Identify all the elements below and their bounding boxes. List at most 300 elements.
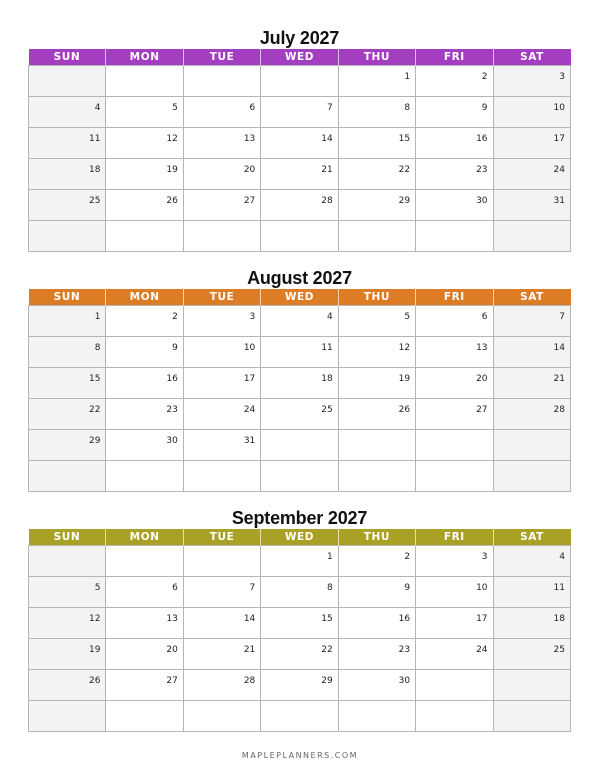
day-cell	[183, 430, 260, 461]
day-cell	[261, 97, 338, 128]
week-row	[29, 577, 571, 608]
day-cell	[338, 97, 415, 128]
day-number	[410, 702, 415, 708]
day-number: 17	[476, 614, 488, 624]
day-number	[565, 431, 570, 437]
day-cell	[106, 577, 183, 608]
day-cell	[338, 159, 415, 190]
day-cell	[261, 639, 338, 670]
day-cell	[416, 461, 493, 492]
day-cell	[261, 221, 338, 252]
day-number: 21	[243, 645, 256, 655]
day-cell	[416, 701, 493, 732]
day-cell	[29, 337, 106, 368]
day-number	[178, 702, 183, 708]
day-number: 2	[481, 72, 488, 82]
day-number: 20	[243, 165, 256, 175]
day-cell	[29, 639, 106, 670]
day-number: 19	[88, 645, 101, 655]
day-number: 21	[321, 165, 333, 175]
day-cell	[493, 399, 570, 430]
week-row	[29, 399, 571, 430]
day-number: 3	[481, 552, 488, 562]
day-number	[333, 462, 338, 468]
day-cell	[106, 221, 183, 252]
day-number: 16	[166, 374, 178, 384]
day-number: 24	[243, 405, 256, 415]
day-cell	[183, 461, 260, 492]
day-cell	[29, 399, 106, 430]
day-number: 3	[249, 312, 256, 322]
day-cell	[183, 608, 260, 639]
day-cell	[261, 546, 338, 577]
week-row	[29, 128, 571, 159]
day-number: 10	[476, 583, 488, 593]
weekday-header: SUN	[53, 291, 81, 303]
weekday-header: THU	[338, 49, 415, 66]
day-cell	[416, 190, 493, 221]
week-row	[29, 639, 571, 670]
day-cell	[106, 399, 183, 430]
day-cell	[106, 128, 183, 159]
month-calendar	[28, 268, 571, 492]
day-number: 23	[398, 645, 411, 655]
day-number: 12	[166, 134, 178, 144]
day-number: 23	[166, 405, 178, 415]
day-number: 16	[398, 614, 411, 624]
day-number	[488, 431, 493, 437]
day-cell	[29, 97, 106, 128]
day-number	[488, 462, 493, 468]
day-number: 15	[398, 134, 411, 144]
day-number	[255, 702, 260, 708]
weekday-header: SAT	[493, 529, 570, 546]
day-number: 1	[404, 72, 411, 82]
day-number: 9	[481, 103, 488, 113]
day-cell	[183, 97, 260, 128]
day-number	[255, 222, 260, 228]
day-cell	[416, 608, 493, 639]
day-cell	[338, 577, 415, 608]
day-cell	[493, 66, 570, 97]
day-number: 4	[326, 312, 333, 322]
day-number: 10	[553, 103, 565, 113]
day-cell	[261, 306, 338, 337]
day-cell	[261, 159, 338, 190]
day-number: 31	[243, 436, 256, 446]
day-number: 11	[88, 134, 101, 144]
day-number: 16	[476, 134, 488, 144]
day-number: 18	[553, 614, 565, 624]
weekday-header: FRI	[416, 529, 493, 546]
day-number: 12	[398, 343, 411, 353]
weekday-header: SUN	[53, 531, 81, 543]
day-cell	[493, 221, 570, 252]
day-number: 21	[553, 374, 565, 384]
day-number: 1	[94, 312, 101, 322]
day-number: 5	[94, 583, 101, 593]
day-cell	[106, 608, 183, 639]
day-number: 5	[404, 312, 411, 322]
day-cell	[416, 337, 493, 368]
day-cell	[29, 608, 106, 639]
day-cell	[261, 461, 338, 492]
day-cell	[106, 461, 183, 492]
day-number: 22	[321, 645, 333, 655]
day-cell	[493, 306, 570, 337]
day-cell	[338, 608, 415, 639]
day-cell	[106, 368, 183, 399]
day-cell	[106, 66, 183, 97]
day-number: 22	[88, 405, 101, 415]
weekday-header: TUE	[183, 289, 260, 306]
day-number	[100, 462, 105, 468]
day-number: 26	[88, 676, 101, 686]
day-number: 9	[404, 583, 411, 593]
month-grid	[28, 529, 571, 732]
day-cell	[416, 368, 493, 399]
day-cell	[416, 128, 493, 159]
day-number: 20	[166, 645, 178, 655]
day-number: 15	[321, 614, 333, 624]
day-cell	[261, 577, 338, 608]
day-cell	[261, 399, 338, 430]
day-number: 8	[326, 583, 333, 593]
day-cell	[29, 670, 106, 701]
day-number: 13	[243, 134, 256, 144]
weekday-header: SAT	[493, 49, 570, 66]
footer-site: MAPLEPLANNERS.COM	[241, 751, 359, 760]
day-cell	[493, 670, 570, 701]
weekday-header: TUE	[183, 529, 260, 546]
day-cell	[183, 159, 260, 190]
day-number: 5	[172, 103, 178, 113]
day-cell	[338, 430, 415, 461]
day-cell	[106, 701, 183, 732]
day-number: 24	[476, 645, 488, 655]
day-number	[410, 462, 415, 468]
day-number: 1	[326, 552, 333, 562]
week-row	[29, 97, 571, 128]
day-cell	[106, 159, 183, 190]
weekday-header: FRI	[416, 49, 493, 66]
day-cell	[106, 546, 183, 577]
day-number: 20	[476, 374, 488, 384]
day-cell	[493, 577, 570, 608]
day-cell	[493, 461, 570, 492]
week-row	[29, 461, 571, 492]
day-number	[333, 702, 338, 708]
day-cell	[106, 639, 183, 670]
day-cell	[29, 190, 106, 221]
day-cell	[106, 190, 183, 221]
weekday-header: SAT	[493, 289, 570, 306]
day-cell	[183, 639, 260, 670]
day-cell	[29, 368, 106, 399]
day-cell	[29, 221, 106, 252]
day-cell	[261, 608, 338, 639]
day-cell	[338, 128, 415, 159]
day-number	[333, 67, 338, 73]
day-number: 30	[398, 676, 411, 686]
day-number: 29	[321, 676, 333, 686]
day-number: 25	[321, 405, 333, 415]
day-number: 28	[553, 405, 565, 415]
day-number: 22	[398, 165, 411, 175]
day-number: 31	[553, 196, 565, 206]
day-number: 10	[243, 343, 256, 353]
day-number	[488, 671, 493, 677]
day-cell	[183, 670, 260, 701]
day-number	[565, 222, 570, 228]
day-cell	[493, 337, 570, 368]
day-cell	[493, 128, 570, 159]
day-cell	[416, 430, 493, 461]
day-number: 27	[166, 676, 178, 686]
week-row	[29, 66, 571, 97]
day-number	[178, 222, 183, 228]
day-cell	[493, 159, 570, 190]
day-cell	[416, 159, 493, 190]
day-number	[255, 547, 260, 553]
day-cell	[416, 399, 493, 430]
month-title: July 2027	[259, 28, 340, 48]
day-cell	[183, 701, 260, 732]
week-row	[29, 608, 571, 639]
day-number	[410, 222, 415, 228]
day-cell	[261, 670, 338, 701]
day-cell	[261, 701, 338, 732]
day-cell	[183, 306, 260, 337]
day-number	[100, 547, 105, 553]
day-number: 2	[404, 552, 411, 562]
weekday-header: WED	[261, 529, 338, 546]
day-number: 13	[166, 614, 178, 624]
day-cell	[261, 368, 338, 399]
day-number: 11	[321, 343, 333, 353]
day-cell	[338, 337, 415, 368]
day-cell	[261, 430, 338, 461]
day-number	[488, 222, 493, 228]
day-cell	[183, 66, 260, 97]
day-number: 14	[553, 343, 565, 353]
day-cell	[183, 190, 260, 221]
day-number: 26	[398, 405, 411, 415]
week-row	[29, 670, 571, 701]
day-number: 24	[553, 165, 565, 175]
day-number: 30	[476, 196, 488, 206]
day-cell	[183, 368, 260, 399]
week-row	[29, 159, 571, 190]
day-cell	[183, 399, 260, 430]
month-title: August 2027	[247, 268, 352, 288]
day-cell	[416, 66, 493, 97]
day-cell	[29, 430, 106, 461]
week-row	[29, 306, 571, 337]
day-cell	[416, 670, 493, 701]
day-cell	[106, 306, 183, 337]
day-cell	[416, 546, 493, 577]
day-cell	[416, 306, 493, 337]
day-number	[100, 67, 105, 73]
day-cell	[338, 639, 415, 670]
day-cell	[29, 66, 106, 97]
day-number	[100, 222, 105, 228]
day-number: 6	[172, 583, 178, 593]
day-cell	[493, 639, 570, 670]
day-number	[565, 702, 570, 708]
day-number: 13	[476, 343, 488, 353]
day-number	[565, 671, 570, 677]
day-cell	[29, 306, 106, 337]
week-row	[29, 221, 571, 252]
day-number	[565, 462, 570, 468]
day-number: 6	[481, 312, 488, 322]
week-row	[29, 546, 571, 577]
weekday-header: THU	[338, 289, 415, 306]
day-cell	[183, 577, 260, 608]
week-row	[29, 190, 571, 221]
day-cell	[338, 399, 415, 430]
day-number: 7	[249, 583, 256, 593]
day-number: 18	[88, 165, 101, 175]
day-cell	[338, 221, 415, 252]
weekday-header: SUN	[53, 51, 81, 63]
day-number: 17	[553, 134, 565, 144]
day-number	[333, 431, 338, 437]
day-cell	[183, 221, 260, 252]
weekday-header: MON	[106, 529, 183, 546]
day-cell	[493, 368, 570, 399]
month-calendar	[28, 28, 571, 252]
day-number: 27	[243, 196, 256, 206]
day-cell	[416, 97, 493, 128]
month-grid	[28, 49, 571, 252]
day-number: 25	[553, 645, 565, 655]
day-number	[410, 431, 415, 437]
day-number	[178, 67, 183, 73]
weekday-header: WED	[261, 289, 338, 306]
day-cell	[106, 430, 183, 461]
week-row	[29, 430, 571, 461]
day-number: 15	[88, 374, 101, 384]
week-row	[29, 368, 571, 399]
weekday-header: MON	[106, 49, 183, 66]
weekday-header: WED	[261, 49, 338, 66]
weekday-header: THU	[338, 529, 415, 546]
day-cell	[493, 97, 570, 128]
day-cell	[493, 190, 570, 221]
day-number: 19	[166, 165, 178, 175]
day-cell	[416, 577, 493, 608]
day-cell	[416, 639, 493, 670]
day-number: 12	[88, 614, 101, 624]
day-number	[178, 547, 183, 553]
day-number: 14	[243, 614, 256, 624]
day-number	[255, 67, 260, 73]
day-number: 27	[476, 405, 488, 415]
weekday-header: FRI	[416, 289, 493, 306]
day-number: 4	[94, 103, 101, 113]
day-number: 30	[166, 436, 178, 446]
day-cell	[493, 430, 570, 461]
week-row	[29, 701, 571, 732]
weekday-header: MON	[106, 289, 183, 306]
day-cell	[493, 701, 570, 732]
day-number: 25	[88, 196, 101, 206]
day-cell	[183, 546, 260, 577]
day-number: 3	[559, 72, 565, 82]
day-number: 2	[172, 312, 178, 322]
day-cell	[29, 159, 106, 190]
day-number: 4	[559, 552, 565, 562]
day-cell	[29, 701, 106, 732]
day-cell	[338, 546, 415, 577]
day-cell	[183, 337, 260, 368]
day-number: 11	[553, 583, 565, 593]
day-cell	[338, 66, 415, 97]
day-number: 18	[321, 374, 333, 384]
day-cell	[338, 701, 415, 732]
day-cell	[29, 577, 106, 608]
day-number: 8	[94, 343, 101, 353]
day-cell	[338, 461, 415, 492]
day-number: 7	[326, 103, 333, 113]
day-number	[178, 462, 183, 468]
week-row	[29, 337, 571, 368]
day-cell	[493, 546, 570, 577]
day-number: 26	[166, 196, 178, 206]
day-number: 28	[243, 676, 256, 686]
day-cell	[338, 670, 415, 701]
month-title: September 2027	[231, 508, 368, 528]
day-number: 19	[398, 374, 411, 384]
day-number	[488, 702, 493, 708]
day-cell	[29, 461, 106, 492]
day-cell	[106, 97, 183, 128]
day-cell	[106, 337, 183, 368]
day-cell	[261, 128, 338, 159]
day-number: 29	[398, 196, 411, 206]
day-cell	[338, 306, 415, 337]
day-number: 14	[321, 134, 333, 144]
day-number	[100, 702, 105, 708]
day-cell	[261, 337, 338, 368]
day-number	[255, 462, 260, 468]
day-number	[333, 222, 338, 228]
day-cell	[29, 546, 106, 577]
month-calendar	[28, 508, 571, 732]
day-number: 23	[476, 165, 488, 175]
day-number: 28	[321, 196, 333, 206]
day-cell	[106, 670, 183, 701]
day-number: 7	[559, 312, 565, 322]
day-number: 17	[243, 374, 256, 384]
day-cell	[261, 66, 338, 97]
day-cell	[338, 190, 415, 221]
weekday-header: TUE	[183, 49, 260, 66]
day-number: 9	[172, 343, 178, 353]
day-number: 6	[249, 103, 256, 113]
day-cell	[338, 368, 415, 399]
day-cell	[493, 608, 570, 639]
day-cell	[416, 221, 493, 252]
day-cell	[261, 190, 338, 221]
day-cell	[183, 128, 260, 159]
day-number: 8	[404, 103, 411, 113]
day-cell	[29, 128, 106, 159]
month-grid	[28, 289, 571, 492]
